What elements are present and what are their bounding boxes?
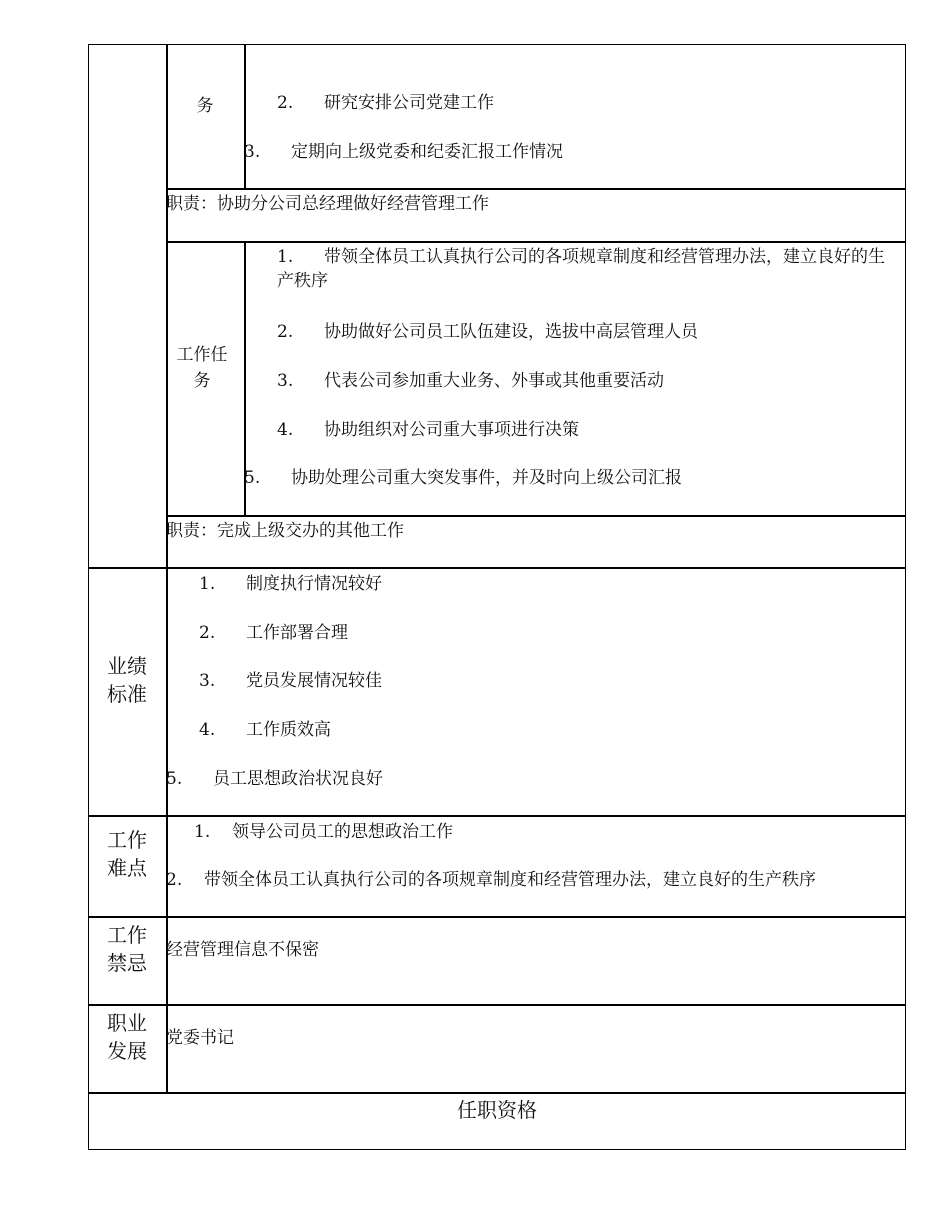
list-item: 4. 协助组织对公司重大事项进行决策 xyxy=(277,420,579,440)
taboo-text: 经营管理信息不保密 xyxy=(166,940,319,960)
list-item: 3. 党员发展情况较佳 xyxy=(199,671,382,691)
list-item: 2. 带领全体员工认真执行公司的各项规章制度和经营管理办法，建立良好的生产秩序 xyxy=(166,870,816,890)
list-item: 2. 协助做好公司员工队伍建设，选拔中高层管理人员 xyxy=(277,322,698,342)
row-divider xyxy=(166,188,906,190)
list-item: 3. 定期向上级党委和纪委汇报工作情况 xyxy=(244,142,563,162)
difficulty-label: 工作难点 xyxy=(107,828,147,880)
row-divider xyxy=(88,1092,906,1094)
list-item: 1. 带领全体员工认真执行公司的各项规章制度和经营管理办法，建立良好的生产秩序 xyxy=(277,247,885,291)
career-label: 职业发展 xyxy=(107,1011,147,1063)
row-divider xyxy=(88,1004,906,1006)
row-divider xyxy=(88,567,906,569)
list-item: 3. 代表公司参加重大业务、外事或其他重要活动 xyxy=(277,371,664,391)
list-item: 2. 研究安排公司党建工作 xyxy=(277,93,494,113)
duty-text: 职责：协助分公司总经理做好经营管理工作 xyxy=(166,194,489,214)
qualification-title: 任职资格 xyxy=(457,1098,537,1122)
list-item: 2. 工作部署合理 xyxy=(199,623,348,643)
duty-text: 职责：完成上级交办的其他工作 xyxy=(166,521,404,541)
row-divider xyxy=(166,241,906,243)
career-text: 党委书记 xyxy=(166,1028,234,1048)
performance-label: 业绩标准 xyxy=(107,654,147,706)
list-item: 4. 工作质效高 xyxy=(199,720,331,740)
task-label-top: 务 xyxy=(196,96,214,116)
list-item: 5. 员工思想政治状况良好 xyxy=(166,769,383,789)
list-item: 1. 制度执行情况较好 xyxy=(199,574,382,594)
list-item: 5. 协助处理公司重大突发事件，并及时向上级公司汇报 xyxy=(244,468,682,488)
row-divider xyxy=(88,916,906,918)
col-divider xyxy=(244,44,246,189)
row-divider xyxy=(88,815,906,817)
task-label: 工作任务 xyxy=(176,345,228,391)
list-item: 1. 领导公司员工的思想政治工作 xyxy=(194,822,453,842)
taboo-label: 工作禁忌 xyxy=(107,923,147,975)
row-divider xyxy=(166,515,906,517)
